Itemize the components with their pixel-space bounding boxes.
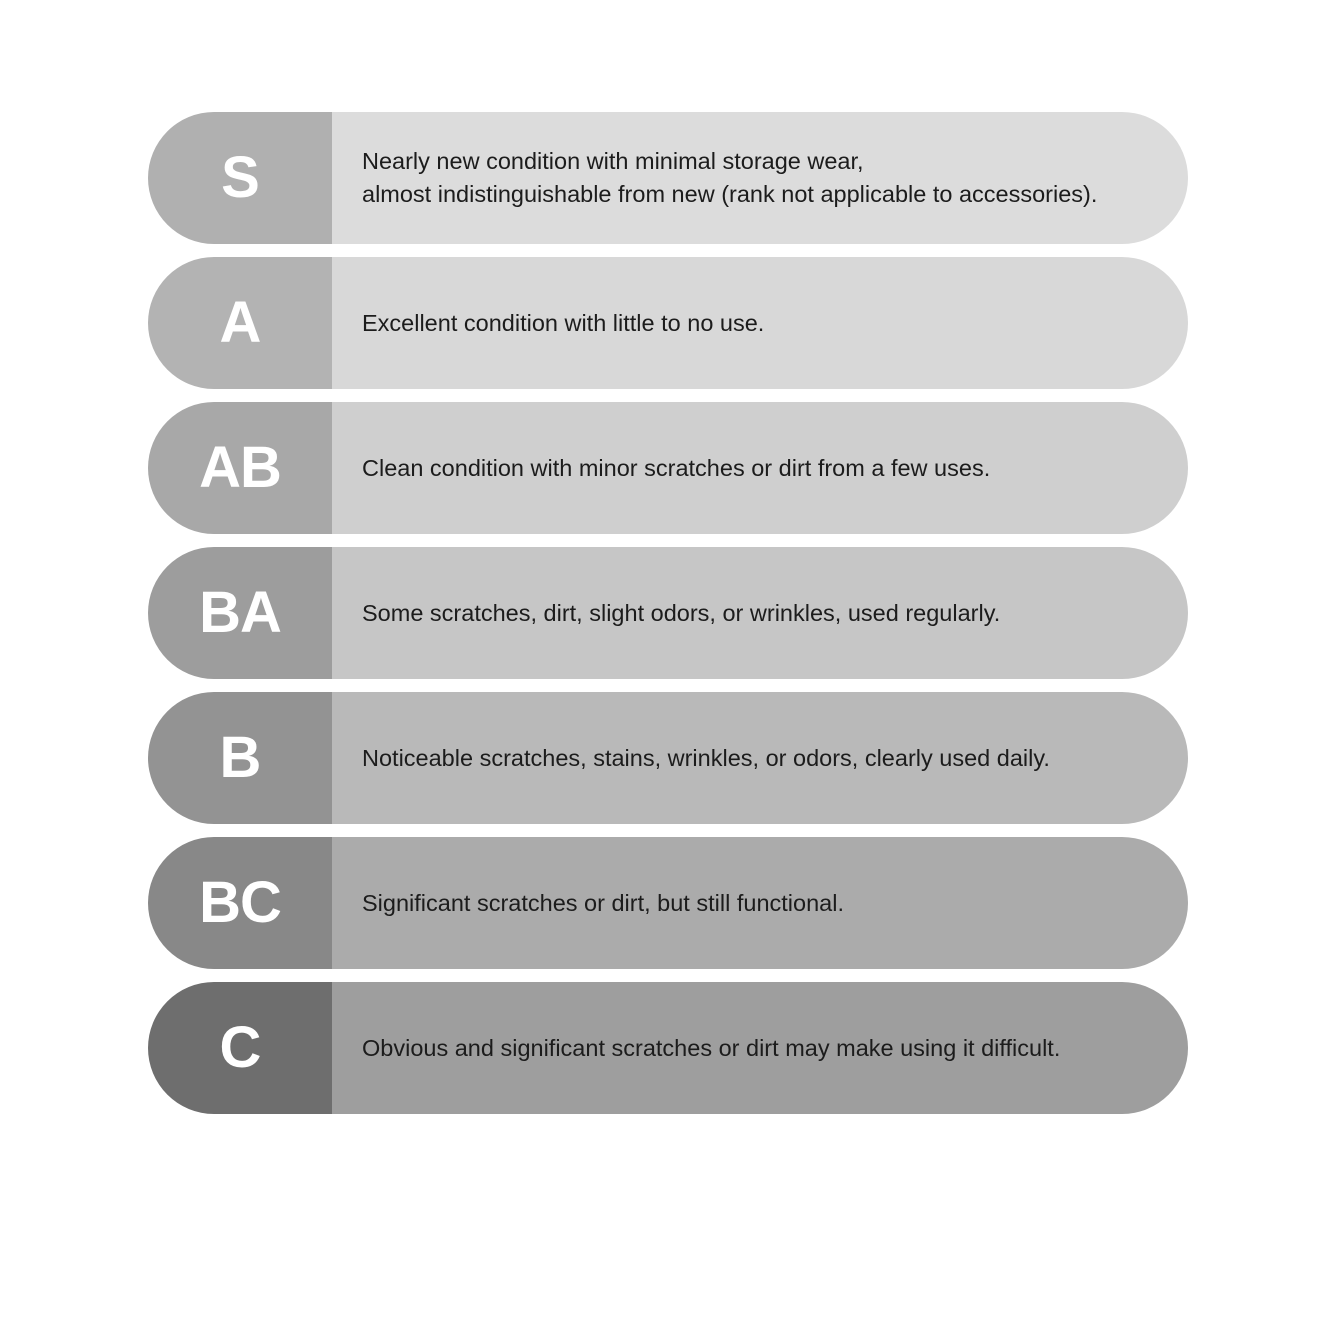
rank-description bbox=[332, 112, 1188, 244]
rank-description-text: Some scratches, dirt, slight odors, or wrinkles, used regularly. bbox=[362, 599, 1001, 626]
rank-description bbox=[332, 257, 1188, 389]
rank-description-text: Significant scratches or dirt, but still functional. bbox=[362, 889, 844, 916]
rank-badge: S bbox=[148, 112, 332, 244]
rank-description bbox=[332, 982, 1188, 1114]
rank-badge: BA bbox=[148, 547, 332, 679]
rank-row bbox=[148, 547, 1188, 679]
rank-row bbox=[148, 982, 1188, 1114]
rank-badge: AB bbox=[148, 402, 332, 534]
rank-description bbox=[332, 547, 1188, 679]
rank-description-text: Excellent condition with little to no use. bbox=[362, 309, 765, 336]
rank-description bbox=[332, 692, 1188, 824]
condition-rank-chart bbox=[148, 112, 1188, 1127]
rank-row bbox=[148, 837, 1188, 969]
rank-description bbox=[332, 402, 1188, 534]
rank-description-text: Clean condition with minor scratches or dirt from a few uses. bbox=[362, 454, 991, 481]
rank-description-text: Noticeable scratches, stains, wrinkles, or odors, clearly used daily. bbox=[362, 744, 1050, 771]
rank-badge: C bbox=[148, 982, 332, 1114]
rank-row bbox=[148, 257, 1188, 389]
rank-row bbox=[148, 692, 1188, 824]
rank-badge: A bbox=[148, 257, 332, 389]
rank-description bbox=[332, 837, 1188, 969]
rank-description-text: Nearly new condition with minimal storage wear, almost indistinguishable from new (rank not applicable to accessories). bbox=[362, 148, 1098, 207]
rank-row bbox=[148, 112, 1188, 244]
rank-badge: BC bbox=[148, 837, 332, 969]
rank-badge: B bbox=[148, 692, 332, 824]
rank-description-text: Obvious and significant scratches or dirt may make using it difficult. bbox=[362, 1034, 1061, 1061]
rank-row bbox=[148, 402, 1188, 534]
